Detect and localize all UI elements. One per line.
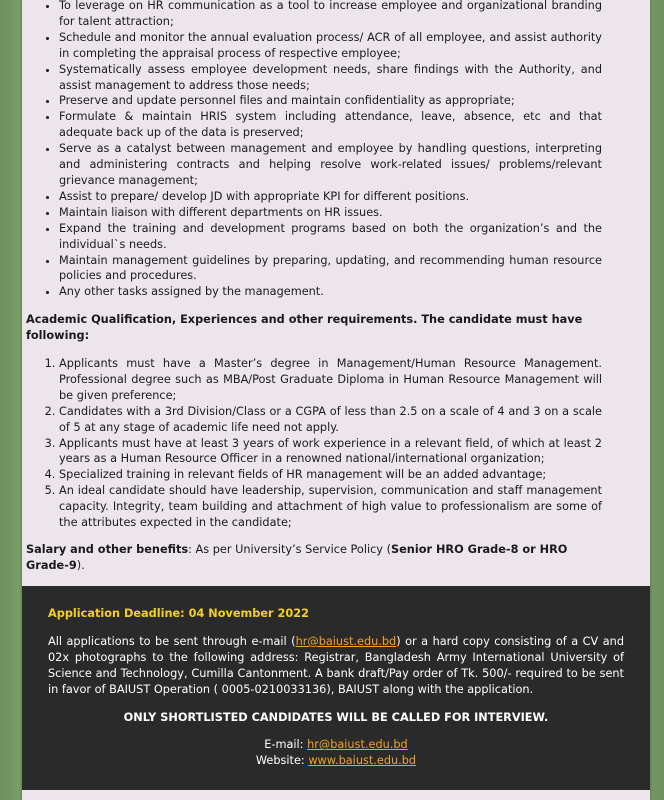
list-item: • Any other tasks assigned by the management. (59, 284, 602, 300)
website-label: Website: (255, 754, 309, 768)
list-item: • Formulate & maintain HRIS system including attendance, leave, absence, etc and that adequate back up of the data is preserved; (59, 109, 602, 141)
list-item: 2. Candidates with a 3rd Division/Class or a CGPA of less than 2.5 on a scale of 4 and 3 on a scale of 5 at any stage of academic life need not apply. (59, 404, 602, 436)
list-item: • To leverage on HR communication as a tool to increase employee and organizational branding for talent attraction; (59, 0, 602, 30)
application-deadline: Application Deadline: 04 November 2022 (48, 607, 309, 620)
salary-line (26, 542, 602, 574)
list-item: 4. Specialized training in relevant fields of HR management will be an added advantage; (59, 467, 602, 483)
application-section (22, 586, 650, 790)
salary-grade: Senior HRO Grade-8 or HRO Grade-9 (26, 543, 568, 572)
list-item: • Maintain management guidelines by preparing, updating, and recommending human resource policies and procedures. (59, 253, 602, 285)
list-item: • Maintain liaison with different departments on HR issues. (59, 205, 602, 221)
instructions-text: All applications to be sent through e-mail ( (48, 634, 296, 648)
list-item: • Schedule and monitor the annual evaluation process/ ACR of all employee, and assist authority in completing the appraisal process of respective employee; (59, 30, 602, 62)
list-item: 1. Applicants must have a Master’s degree in Management/Human Resource Management. Professional degree such as MBA/Post Graduate Diploma in Human Resource Management will be given preference; (59, 356, 602, 404)
salary-text-end: ). (76, 558, 85, 572)
email-link[interactable]: hr@baiust.edu.bd (295, 634, 397, 648)
list-item: • Assist to prepare/ develop JD with appropriate KPI for different positions. (59, 189, 602, 205)
shortlist-notice: ONLY SHORTLISTED CANDIDATES WILL BE CALLED FOR INTERVIEW. (123, 710, 549, 724)
qualification-heading: Academic Qualification, Experiences and other requirements. The candidate must have following: (26, 313, 583, 343)
job-description (26, 0, 602, 602)
application-instructions (48, 634, 624, 698)
instructions-text-end: ) or a hard copy consisting of a CV and 02x photographs to the following address: Registrar, Bangladesh Army International University of Science and Technology, Cumilla Cantonment. A bank draft/Pay order of Tk. 500/- required to be sent in favor of BAIUST Operation ( 0005-0210033136), BAIUST along with the application. (48, 634, 625, 696)
duties-list (26, 0, 602, 300)
requirements-list (26, 356, 602, 531)
contact-email (48, 737, 624, 753)
list-item: • Expand the training and development programs based on both the organization’s and the individual`s needs. (59, 221, 602, 253)
salary-text: : As per University’s Service Policy ( (188, 543, 391, 556)
salary-label: Salary and other benefits (26, 543, 189, 556)
list-item: • Systematically assess employee development needs, share findings with the Authority, and assist management to address those needs; (59, 62, 602, 94)
list-item: 3. Applicants must have at least 3 years of work experience in a relevant field, of which at least 2 years as a Human Resource Officer in a renowned national/international organization; (59, 436, 602, 468)
contact-website (48, 753, 624, 769)
contact-email-link[interactable]: hr@baiust.edu.bd (307, 738, 408, 752)
website-link[interactable]: www.baiust.edu.bd (308, 754, 417, 768)
list-item: • Preserve and update personnel files and maintain confidentiality as appropriate; (59, 93, 602, 109)
list-item: • Serve as a catalyst between management and employee by handling questions, interpreting and administering contracts and helping resolve work-related issues/ problems/relevant grievance management; (59, 141, 602, 189)
list-item: 5. An ideal candidate should have leadership, supervision, communication and staff management capacity. Integrity, team building and attachment of high value to professionalism are some of the attributes expected in the candidate; (59, 483, 602, 531)
email-label: E-mail: (264, 738, 308, 752)
